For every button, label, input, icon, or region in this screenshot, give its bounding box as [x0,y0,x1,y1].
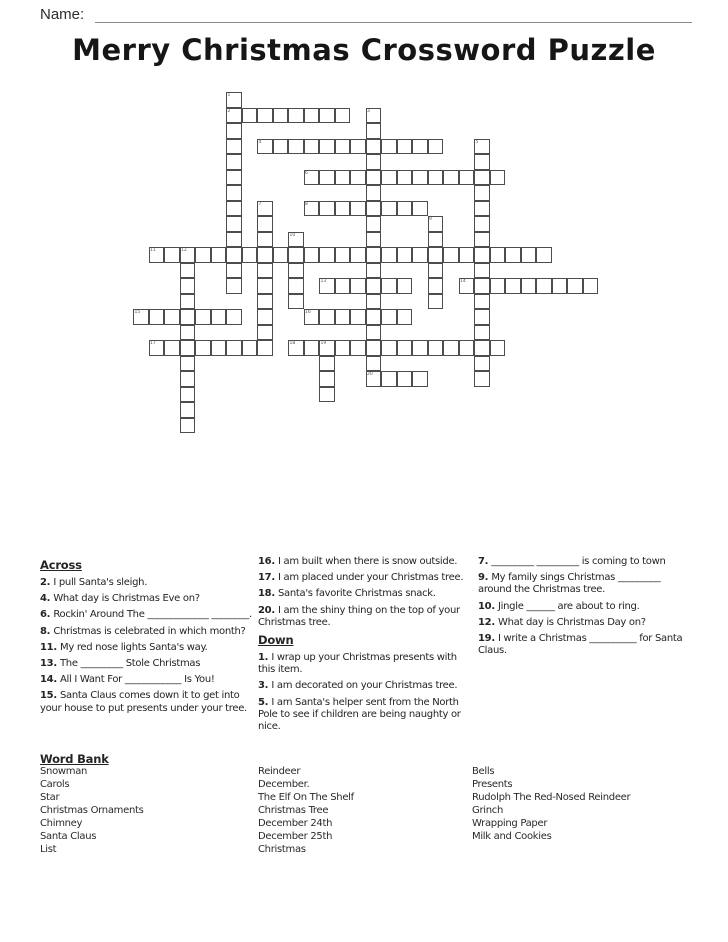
clue-number: 12. [478,616,498,628]
word-bank-item: December. [258,779,310,790]
grid-cell[interactable] [304,108,320,124]
clue-text: I am placed under your Christmas tree. [278,572,464,584]
grid-cell[interactable] [335,309,351,325]
grid-cell[interactable] [319,201,335,217]
clue-number: 13. [40,657,60,669]
clue-number: 15. [40,690,60,702]
grid-cell[interactable] [257,325,273,341]
grid-cell[interactable] [195,340,211,356]
grid-cell[interactable] [474,232,490,248]
grid-cell[interactable] [381,340,397,356]
grid-cell[interactable] [288,139,304,155]
grid-clue-number: 5 [475,139,479,145]
crossword-grid [133,92,599,435]
grid-cell[interactable] [257,278,273,294]
clue-item [40,593,253,605]
grid-cell[interactable] [288,294,304,310]
grid-cell[interactable] [319,139,335,155]
grid-cell[interactable] [304,201,320,217]
clue-item [478,633,691,657]
grid-cell[interactable] [211,309,227,325]
grid-cell[interactable] [319,340,335,356]
clue-number: 17. [258,572,278,584]
word-bank-item: The Elf On The Shelf [258,792,354,803]
clue-item [40,577,253,589]
clue-item [258,556,471,568]
grid-cell[interactable] [397,371,413,387]
clue-item [258,680,471,692]
grid-cell[interactable] [226,154,242,170]
word-bank-item: Grinch [472,805,504,816]
word-bank-item: Reindeer [258,766,301,777]
grid-cell[interactable] [366,356,382,372]
grid-cell[interactable] [428,278,444,294]
grid-clue-number: 2 [227,108,231,114]
grid-cell[interactable] [366,216,382,232]
grid-cell[interactable] [335,247,351,263]
clue-item [258,605,471,629]
grid-cell[interactable] [335,170,351,186]
grid-cell[interactable] [552,278,568,294]
grid-cell[interactable] [381,247,397,263]
grid-clue-number: 11 [150,248,156,253]
grid-clue-number: 10 [289,232,296,238]
grid-cell[interactable] [335,278,351,294]
grid-cell[interactable] [257,247,273,263]
grid-cell[interactable] [257,201,273,217]
grid-cell[interactable] [180,371,196,387]
grid-cell[interactable] [335,108,351,124]
grid-cell[interactable] [319,170,335,186]
clue-number: 7. [478,556,492,567]
grid-cell[interactable] [257,139,273,155]
grid-cell[interactable] [474,356,490,372]
grid-cell[interactable] [366,108,382,124]
grid-cell[interactable] [304,247,320,263]
grid-cell[interactable] [366,294,382,310]
grid-cell[interactable] [443,170,459,186]
clue-number: 6. [40,609,54,621]
word-bank-column-left [40,767,253,858]
grid-cell[interactable] [350,309,366,325]
clue-text: I pull Santa's sleigh. [53,577,148,589]
grid-clue-number: 19 [320,341,327,346]
clue-text: I am Santa's helper sent from the North Pole to see if children are being naughty or nice. [258,696,461,732]
word-bank-item: Star [40,792,60,803]
grid-cell[interactable] [443,247,459,263]
grid-cell[interactable] [366,123,382,139]
clue-item [40,690,253,714]
grid-cell[interactable] [195,309,211,325]
grid-cell[interactable] [180,309,196,325]
grid-cell[interactable] [350,170,366,186]
grid-cell[interactable] [366,232,382,248]
across-section-header: Across [40,558,82,572]
grid-cell[interactable] [164,247,180,263]
grid-cell[interactable] [474,371,490,387]
word-bank-header: Word Bank [40,752,109,766]
grid-cell[interactable] [226,216,242,232]
grid-cell[interactable] [211,340,227,356]
grid-cell[interactable] [319,108,335,124]
grid-cell[interactable] [381,371,397,387]
clues-column-middle [258,556,471,737]
name-label: Name: [40,6,85,23]
clue-item [258,572,471,584]
clue-text: My family sings Christmas _________ around the Christmas tree. [478,572,661,596]
grid-cell[interactable] [381,170,397,186]
grid-clue-number: 15 [134,310,141,315]
clue-text: I am built when there is snow outside. [278,556,458,567]
grid-cell[interactable] [257,309,273,325]
grid-cell[interactable] [350,340,366,356]
grid-cell[interactable] [428,340,444,356]
grid-clue-number: 4 [258,139,262,145]
grid-cell[interactable] [180,387,196,403]
grid-cell[interactable] [474,154,490,170]
grid-cell[interactable] [319,387,335,403]
grid-cell[interactable] [459,170,475,186]
grid-cell[interactable] [366,278,382,294]
grid-cell[interactable] [366,340,382,356]
grid-cell[interactable] [428,170,444,186]
grid-cell[interactable] [474,309,490,325]
clue-item [258,652,471,676]
grid-cell[interactable] [226,278,242,294]
clue-item [40,658,253,670]
clue-number: 3. [258,680,272,692]
grid-cell[interactable] [490,340,506,356]
grid-cell[interactable] [257,340,273,356]
clue-item [258,588,471,600]
grid-cell[interactable] [397,340,413,356]
clue-text: I am the shiny thing on the top of your Christmas tree. [258,604,460,628]
grid-cell[interactable] [474,247,490,263]
grid-cell[interactable] [381,139,397,155]
clue-number: 11. [40,641,60,653]
grid-cell[interactable] [428,139,444,155]
word-bank-item: List [40,844,57,855]
clues-column-right [478,556,691,661]
grid-cell[interactable] [335,139,351,155]
word-bank-item: Bells [472,766,495,777]
grid-cell[interactable] [443,340,459,356]
grid-cell[interactable] [412,247,428,263]
grid-cell[interactable] [257,108,273,124]
grid-cell[interactable] [319,371,335,387]
grid-cell[interactable] [242,340,258,356]
word-bank-item: Chimney [40,818,83,829]
clue-number: 18. [258,588,278,600]
grid-cell[interactable] [428,294,444,310]
grid-clue-number: 3 [367,108,370,114]
grid-clue-number: 13 [320,279,327,284]
clue-number: 1. [258,651,272,663]
grid-cell[interactable] [474,201,490,217]
grid-cell[interactable] [257,216,273,232]
page-title: Merry Christmas Crossword Puzzle [72,33,656,67]
grid-cell[interactable] [474,340,490,356]
grid-cell[interactable] [490,278,506,294]
clue-text: The _________ Stole Christmas [60,657,201,669]
clue-text: Santa's favorite Christmas snack. [278,588,436,600]
grid-cell[interactable] [335,201,351,217]
grid-cell[interactable] [164,340,180,356]
grid-cell[interactable] [180,325,196,341]
grid-clue-number: 18 [289,341,296,346]
clue-item [478,617,691,629]
grid-cell[interactable] [397,309,413,325]
word-bank-item: Christmas Ornaments [40,805,144,816]
grid-cell[interactable] [149,247,165,263]
word-bank-item: Christmas [258,844,306,855]
grid-cell[interactable] [180,294,196,310]
grid-cell[interactable] [242,247,258,263]
grid-cell[interactable] [180,263,196,279]
clue-text: Santa Claus comes down it to get into your house to put presents under your tree. [40,690,247,714]
grid-cell[interactable] [226,263,242,279]
grid-cell[interactable] [273,247,289,263]
clue-number: 4. [40,593,54,605]
grid-clue-number: 17 [150,341,156,346]
clue-number: 19. [478,632,498,644]
grid-cell[interactable] [474,216,490,232]
grid-cell[interactable] [226,340,242,356]
clue-text: Rockin' Around The _____________ ________. [53,609,252,621]
grid-cell[interactable] [397,247,413,263]
clue-item [40,674,253,686]
clue-number: 8. [40,625,54,637]
grid-cell[interactable] [536,278,552,294]
grid-cell[interactable] [180,247,196,263]
grid-cell[interactable] [226,92,242,108]
grid-cell[interactable] [149,309,165,325]
name-input-line[interactable] [95,22,692,23]
grid-cell[interactable] [350,201,366,217]
clue-number: 5. [258,696,272,708]
grid-cell[interactable] [428,263,444,279]
grid-cell[interactable] [180,356,196,372]
clue-text: My red nose lights Santa's way. [60,641,208,653]
grid-clue-number: 16 [305,310,311,315]
grid-cell[interactable] [226,170,242,186]
grid-cell[interactable] [180,402,196,418]
grid-cell[interactable] [195,247,211,263]
clue-item [478,556,691,568]
grid-cell[interactable] [366,154,382,170]
grid-cell[interactable] [211,247,227,263]
grid-cell[interactable] [257,263,273,279]
grid-cell[interactable] [226,185,242,201]
grid-cell[interactable] [366,185,382,201]
word-bank-item: Carols [40,779,70,790]
clue-item [40,642,253,654]
grid-cell[interactable] [149,340,165,356]
clue-item [40,609,253,621]
clue-text: All I Want For ____________ Is You! [60,674,215,686]
grid-cell[interactable] [226,123,242,139]
word-bank-item: Milk and Cookies [472,831,552,842]
grid-cell[interactable] [474,185,490,201]
grid-clue-number: 8 [305,201,308,207]
grid-clue-number: 20 [367,372,373,377]
grid-cell[interactable] [474,139,490,155]
grid-cell[interactable] [412,139,428,155]
clue-text: _________ _________ is coming to town [491,556,666,567]
clue-item [478,572,691,596]
grid-clue-number: 1 [227,93,231,98]
grid-cell[interactable] [366,247,382,263]
grid-cell[interactable] [288,232,304,248]
grid-cell[interactable] [366,371,382,387]
grid-cell[interactable] [474,278,490,294]
grid-cell[interactable] [133,309,149,325]
clue-item [478,601,691,613]
grid-cell[interactable] [288,340,304,356]
grid-cell[interactable] [428,232,444,248]
grid-cell[interactable] [412,371,428,387]
grid-cell[interactable] [350,278,366,294]
clue-text: I wrap up your Christmas presents with this item. [258,651,457,676]
grid-cell[interactable] [505,278,521,294]
grid-cell[interactable] [428,247,444,263]
clue-text: Christmas is celebrated in which month? [53,625,246,637]
grid-cell[interactable] [366,170,382,186]
clue-number: 2. [40,577,54,589]
grid-cell[interactable] [521,278,537,294]
grid-cell[interactable] [288,108,304,124]
grid-cell[interactable] [474,170,490,186]
clue-number: 16. [258,556,278,567]
grid-cell[interactable] [490,247,506,263]
grid-cell[interactable] [381,309,397,325]
clue-text: What day is Christmas Eve on? [53,593,200,605]
grid-cell[interactable] [257,232,273,248]
grid-clue-number: 6 [305,170,308,176]
grid-cell[interactable] [412,170,428,186]
clue-number: 9. [478,572,492,584]
grid-cell[interactable] [474,325,490,341]
grid-cell[interactable] [474,263,490,279]
grid-cell[interactable] [350,247,366,263]
grid-cell[interactable] [226,201,242,217]
grid-cell[interactable] [350,139,366,155]
clue-text: Jingle ______ are about to ring. [498,600,640,612]
grid-cell[interactable] [226,139,242,155]
grid-cell[interactable] [335,340,351,356]
grid-cell[interactable] [366,201,382,217]
grid-cell[interactable] [474,294,490,310]
grid-cell[interactable] [319,278,335,294]
down-section-header: Down [258,632,294,647]
grid-cell[interactable] [226,309,242,325]
grid-cell[interactable] [366,139,382,155]
grid-cell[interactable] [381,278,397,294]
grid-cell[interactable] [226,232,242,248]
clue-number: 10. [478,600,498,612]
grid-clue-number: 7 [258,201,262,207]
grid-cell[interactable] [319,309,335,325]
word-bank-item: December 25th [258,831,333,842]
clue-text: What day is Christmas Day on? [498,616,646,628]
grid-cell[interactable] [180,418,196,434]
grid-cell[interactable] [304,340,320,356]
word-bank-item: Christmas Tree [258,805,329,816]
grid-clue-number: 9 [429,217,432,222]
grid-cell[interactable] [505,247,521,263]
clues-column-left [40,556,253,719]
grid-cell[interactable] [164,309,180,325]
clue-text: I am decorated on your Christmas tree. [271,680,458,692]
word-bank-item: Snowman [40,766,88,777]
clue-number: 14. [40,674,60,686]
grid-cell[interactable] [459,278,475,294]
grid-cell[interactable] [226,108,242,124]
word-bank-item: Santa Claus [40,831,97,842]
grid-cell[interactable] [397,139,413,155]
grid-cell[interactable] [180,340,196,356]
grid-cell[interactable] [536,247,552,263]
grid-cell[interactable] [180,278,196,294]
grid-clue-number: 14 [460,279,466,284]
clue-item [40,626,253,638]
grid-cell[interactable] [273,139,289,155]
word-bank-item: December 24th [258,818,333,829]
grid-cell[interactable] [521,247,537,263]
grid-cell[interactable] [567,278,583,294]
word-bank-column-middle [258,767,471,858]
clue-text: I write a Christmas __________ for Santa Claus. [478,632,683,657]
grid-cell[interactable] [242,108,258,124]
grid-cell[interactable] [412,340,428,356]
grid-cell[interactable] [412,201,428,217]
grid-cell[interactable] [459,340,475,356]
grid-cell[interactable] [226,247,242,263]
clue-item [258,697,471,734]
grid-cell[interactable] [304,309,320,325]
grid-cell[interactable] [366,263,382,279]
grid-cell[interactable] [366,309,382,325]
grid-cell[interactable] [319,247,335,263]
grid-clue-number: 12 [181,248,187,253]
grid-cell[interactable] [397,201,413,217]
grid-cell[interactable] [257,294,273,310]
word-bank-column-right [472,767,685,845]
grid-cell[interactable] [583,278,599,294]
word-bank-item: Rudolph The Red-Nosed Reindeer [472,792,631,803]
grid-cell[interactable] [273,108,289,124]
grid-cell[interactable] [319,356,335,372]
grid-cell[interactable] [366,325,382,341]
clue-number: 20. [258,604,278,616]
grid-cell[interactable] [288,278,304,294]
grid-cell[interactable] [288,247,304,263]
grid-cell[interactable] [490,170,506,186]
grid-cell[interactable] [304,170,320,186]
grid-cell[interactable] [459,247,475,263]
grid-cell[interactable] [397,278,413,294]
word-bank-item: Presents [472,779,513,790]
word-bank-item: Wrapping Paper [472,818,548,829]
grid-cell[interactable] [304,139,320,155]
grid-cell[interactable] [397,170,413,186]
grid-cell[interactable] [381,201,397,217]
grid-cell[interactable] [288,263,304,279]
grid-cell[interactable] [428,216,444,232]
